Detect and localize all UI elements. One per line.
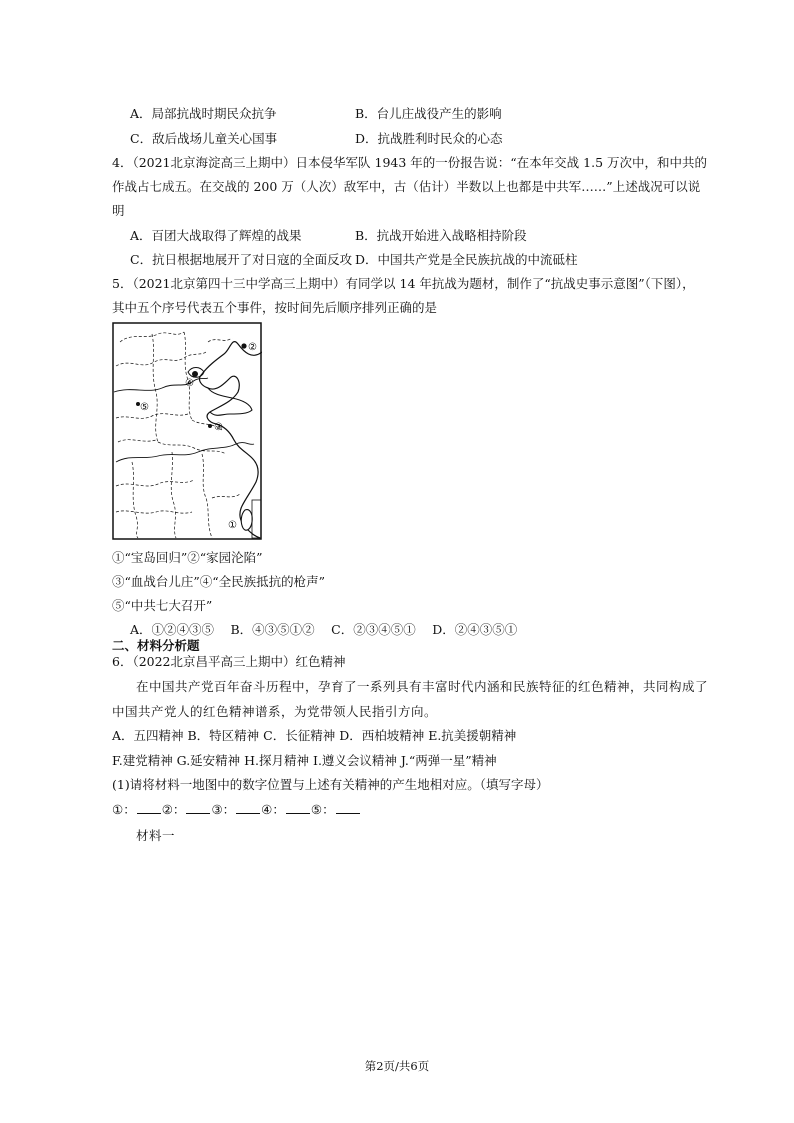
q3-option-b: B．台儿庄战役产生的影响 <box>355 106 502 121</box>
q5-events-3: ⑤“中共七大召开” <box>112 598 213 613</box>
q4-option-d: D．中国共产党是全民族抗战的中流砥柱 <box>355 252 578 267</box>
q4-option-b: B．抗战开始进入战略相持阶段 <box>355 228 527 243</box>
blank-4[interactable] <box>286 802 310 814</box>
q5-stem-line2: 其中五个序号代表五个事件，按时间先后顺序排列正确的是 <box>112 300 438 315</box>
blank-5[interactable] <box>336 802 360 814</box>
q4-stem-line1: 4．（2021北京海淀高三上期中）日本侵华军队 1943 年的一份报告说：“在本年交战 1.5 万次中，和中共的 <box>112 155 707 170</box>
q6-paragraph-line2: 中国共产党人的红色精神谱系，为党带领人民指引方向。 <box>112 704 438 719</box>
q3-option-c: C．敌后战场儿童关心国事 <box>130 131 278 146</box>
blank-3[interactable] <box>236 802 260 814</box>
fill-label-5: ⑤： <box>310 802 335 817</box>
q6-spirit-list-1: A．五四精神 B．特区精神 C．长征精神 D．西柏坡精神 E.抗美援朝精神 <box>112 728 517 743</box>
marker-4-label: ④ <box>185 378 194 389</box>
marker-1-label: ① <box>228 520 237 531</box>
q6-paragraph-line1: 在中国共产党百年奋斗历程中，孕育了一系列具有丰富时代内涵和民族特征的红色精神，共同构成了 <box>136 679 709 694</box>
blank-1[interactable] <box>137 802 161 814</box>
q4-stem-line3: 明 <box>112 203 125 218</box>
q5-stem-line1: 5．（2021北京第四十三中学高三上期中）有同学以 14 年抗战为题材，制作了“抗战史事示意图”（下图）， <box>112 276 695 291</box>
marker-3-label: ③ <box>214 422 223 433</box>
anti-japanese-war-map <box>112 322 262 540</box>
marker-2-label: ② <box>248 342 257 353</box>
blank-2[interactable] <box>186 802 210 814</box>
marker-5-label: ⑤ <box>140 402 149 413</box>
section-heading: 二、材料分析题 <box>112 638 200 653</box>
q6-fill-blanks <box>112 802 361 818</box>
marker-1 <box>228 520 237 531</box>
fill-label-4: ④： <box>261 802 285 817</box>
q5-events-1: ①“宝岛回归”②“家园沦陷” <box>112 550 263 565</box>
q5-events-2: ③“血战台儿庄”④“全民族抵抗的枪声” <box>112 574 326 589</box>
fill-label-1: ①： <box>112 802 136 817</box>
fill-label-3: ③： <box>211 802 236 817</box>
q6-material-label: 材料一 <box>136 828 176 843</box>
q4-option-a: A．百团大战取得了辉煌的战果 <box>130 228 302 243</box>
q6-spirit-list-2: F.建党精神 G.延安精神 H.探月精神 I.遵义会议精神 J.“两弹一星”精神 <box>112 753 497 768</box>
q6-stem: 6．（2022北京昌平高三上期中）红色精神 <box>112 654 346 669</box>
page-footer: 第2页/共6页 <box>364 1059 430 1073</box>
q3-option-a: A．局部抗战时期民众抗争 <box>130 106 277 121</box>
taiwan-island <box>241 510 252 531</box>
fill-label-2: ②： <box>161 802 186 817</box>
q6-subquestion-1: (1)请将材料一地图中的数字位置与上述有关精神的产生地相对应。（填写字母） <box>112 777 549 792</box>
q5-options: A．①②④③⑤ B．④③⑤①② C．②③④⑤① D．②④③⑤① <box>130 622 518 637</box>
q4-stem-line2: 作战占七成五。在交战的 200 万（人次）敌军中，古（估计）半数以上也都是中共军……”上述战况可以说 <box>112 179 701 194</box>
q3-option-d: D．抗战胜利时民众的心态 <box>355 131 503 146</box>
q4-option-c: C．抗日根据地展开了对日寇的全面反攻 <box>130 252 353 267</box>
